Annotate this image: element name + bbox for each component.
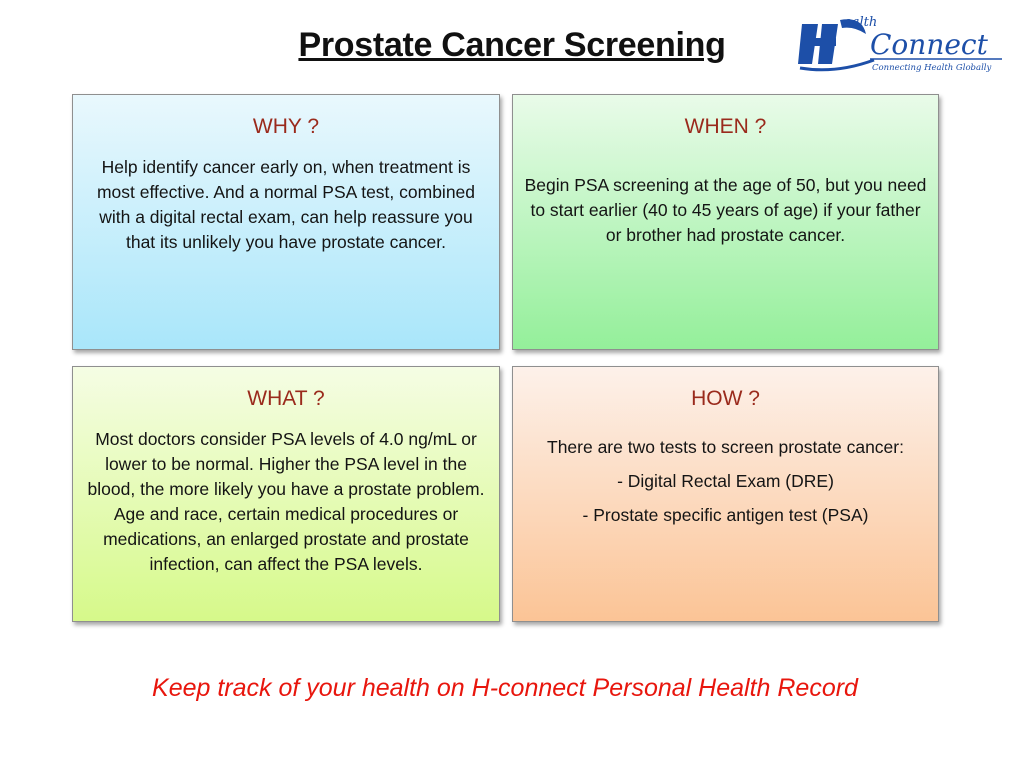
how-intro-text: There are two tests to screen prostate cancer: <box>547 437 904 457</box>
when-text: Begin PSA screening at the age of 50, but you need to start earlier (40 to 45 years of age) if your father or brother had prostate cancer. <box>524 175 927 245</box>
footer-tagline: Keep track of your health on H-connect Personal Health Record <box>152 674 858 702</box>
how-card <box>512 366 939 622</box>
why-heading: WHY ? <box>252 115 320 138</box>
how-test-psa: - Prostate specific antigen test (PSA) <box>582 505 869 525</box>
logo-top-text: ealth <box>844 15 878 30</box>
when-heading: WHEN ? <box>684 115 767 138</box>
what-card <box>72 366 500 622</box>
how-heading: HOW ? <box>691 387 760 410</box>
when-card <box>512 94 939 350</box>
what-text: Most doctors consider PSA levels of 4.0 ng/mL or lower to be normal. Higher the PSA level in the blood, the more likely you have a prostate problem. Age and race, certain medical procedures or medications, an enlarged prostate and prostate infection, can affect the PSA levels. <box>87 429 485 574</box>
logo-main-text: Connect <box>870 28 988 61</box>
hconnect-logo <box>796 12 1008 78</box>
why-text: Help identify cancer early on, when treatment is most effective. And a normal PSA test, combined with a digital rectal exam, can help reassure you that its unlikely you have prostate cancer. <box>96 157 476 252</box>
logo-tagline: Connecting Health Globally <box>872 63 992 73</box>
how-test-dre: - Digital Rectal Exam (DRE) <box>617 471 834 491</box>
why-card <box>72 94 500 350</box>
what-heading: WHAT ? <box>247 387 325 410</box>
page-title: Prostate Cancer Screening <box>298 26 726 64</box>
